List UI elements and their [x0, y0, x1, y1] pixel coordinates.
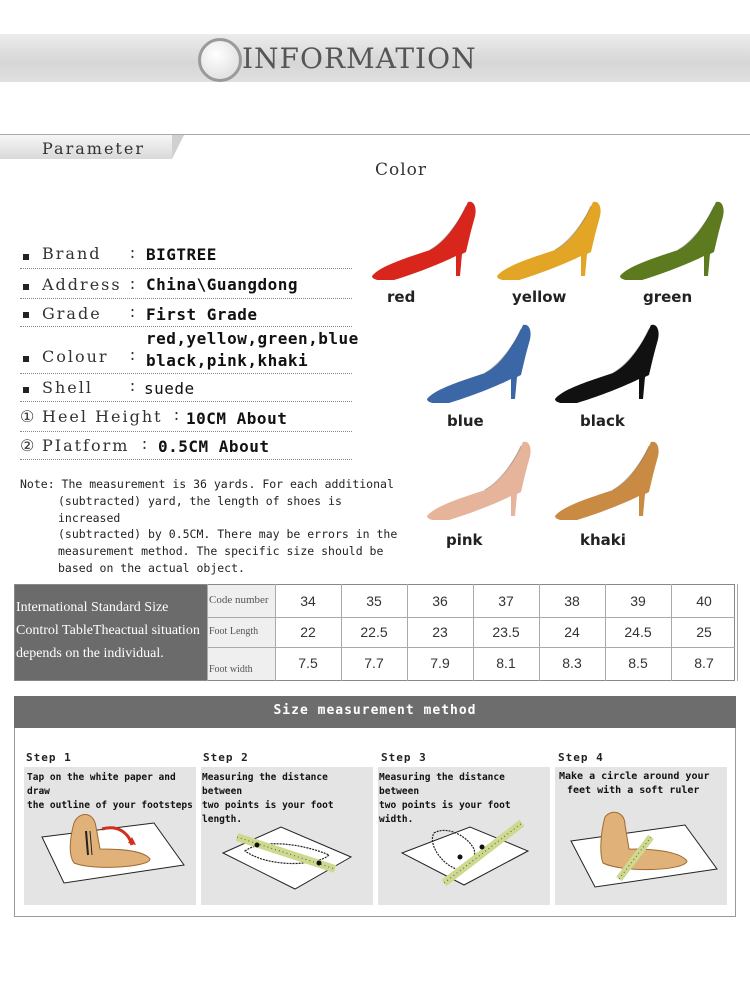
table-row-divider — [207, 647, 735, 648]
spec-value: First Grade — [146, 305, 258, 324]
step-2-label: Step 2 — [203, 751, 249, 764]
foot-width-cell: 8.5 — [628, 655, 648, 671]
foot-outline-illustration — [24, 767, 196, 905]
page-title: INFORMATION — [242, 42, 477, 75]
row-header-foot-length: Foot Length — [207, 617, 275, 647]
spec-separator: : — [140, 437, 150, 454]
foot-ruler-illustration — [555, 767, 727, 905]
shoe-green-image — [618, 200, 728, 280]
step-desc: Measuring the distance between two points is your foot width. — [379, 772, 511, 825]
foot-length-cell: 24 — [564, 624, 580, 640]
spec-value: 0.5CM About — [158, 437, 270, 456]
foot-length-illustration — [201, 767, 373, 905]
spec-separator: : — [172, 408, 182, 425]
foot-width-cell: 8.7 — [694, 655, 714, 671]
row-header-foot-width: Foot width — [207, 647, 275, 680]
bullet-icon — [23, 312, 29, 318]
step-3-panel — [378, 767, 550, 905]
code-number-cell: 38 — [564, 593, 580, 609]
shoe-red-label: red — [387, 288, 416, 306]
note-line: Note: The measurement is 36 yards. For each additional — [20, 477, 394, 491]
spec-separator: : — [128, 277, 138, 294]
spec-value: 10CM About — [186, 409, 288, 428]
measurement-title: Size measurement method — [273, 703, 477, 718]
spec-separator: : — [128, 348, 138, 365]
code-number-cell: 36 — [432, 593, 448, 609]
foot-length-cell: 24.5 — [624, 624, 652, 640]
step-2-panel — [201, 767, 373, 905]
spec-key: Brand — [42, 244, 102, 263]
bullet-icon — [23, 387, 29, 393]
foot-length-cell: 22.5 — [360, 624, 388, 640]
note-line: based on the actual object. — [58, 560, 245, 575]
shoe-blue-label: blue — [447, 412, 484, 430]
spec-value-line2: black,pink,khaki — [146, 351, 309, 370]
shoe-green-label: green — [643, 288, 693, 306]
shoe-black-label: black — [580, 412, 625, 430]
spec-row-shell — [20, 378, 352, 402]
spec-value: BIGTREE — [146, 245, 217, 264]
code-number-cell: 35 — [366, 593, 382, 609]
spec-row-platform — [20, 436, 352, 460]
foot-length-cell: 23.5 — [492, 624, 520, 640]
caption-line: Control TableTheactual situation — [16, 623, 200, 638]
spec-key: Address — [42, 275, 122, 294]
measurement-note — [20, 476, 405, 577]
spec-value: China\Guangdong — [146, 275, 298, 294]
foot-width-illustration — [378, 767, 550, 905]
spec-row-heel-height — [20, 407, 352, 432]
row-header-code: Code number — [207, 585, 275, 617]
step-desc: Measuring the distance between two points is your foot length. — [202, 772, 334, 825]
step-3-label: Step 3 — [381, 751, 427, 764]
caption-line: depends on the individual. — [16, 646, 164, 661]
foot-width-cell: 7.7 — [364, 655, 384, 671]
step-number-2-icon: ② — [20, 436, 35, 455]
spec-row-address — [20, 275, 352, 299]
step-desc: Make a circle around your feet with a soft ruler — [559, 771, 710, 796]
shoe-red-image — [370, 200, 480, 280]
step-desc: Tap on the white paper and draw the outline of your footsteps — [27, 772, 193, 811]
code-number-cell: 40 — [696, 593, 712, 609]
note-line: (subtracted) by 0.5CM. There may be errors in the — [58, 527, 398, 542]
step-4-label: Step 4 — [558, 751, 604, 764]
parameter-tab-corner — [172, 135, 184, 159]
spec-key: Heel Height — [42, 407, 163, 426]
table-col-divider — [737, 584, 738, 681]
foot-width-cell: 8.3 — [562, 655, 582, 671]
color-heading: Color — [375, 160, 428, 180]
spec-key: Colour — [42, 347, 109, 366]
shoe-khaki-label: khaki — [580, 531, 626, 549]
foot-length-cell: 25 — [696, 624, 712, 640]
step-number-1-icon: ① — [20, 407, 35, 426]
spec-row-grade — [20, 304, 352, 327]
code-number-cell: 34 — [300, 593, 316, 609]
foot-width-cell: 7.9 — [430, 655, 450, 671]
table-row-divider — [207, 617, 735, 618]
parameter-label: Parameter — [42, 139, 145, 158]
spec-key: Shell — [42, 378, 93, 397]
spec-separator: : — [128, 305, 138, 322]
step-1-panel — [24, 767, 196, 905]
note-line: measurement method. The specific size should be — [58, 544, 384, 559]
bullet-icon — [23, 356, 29, 362]
shoe-pink-label: pink — [446, 531, 483, 549]
note-line: (subtracted) yard, the length of shoes is increased — [58, 493, 342, 525]
foot-width-cell: 7.5 — [298, 655, 318, 671]
spec-key: PIatform — [42, 436, 130, 455]
bullet-icon — [23, 284, 29, 290]
bullet-icon — [23, 254, 29, 260]
spec-row-colour — [20, 327, 359, 374]
table-col-divider — [207, 584, 208, 681]
spec-value-line1: red,yellow,green,blue — [146, 329, 359, 348]
spec-separator: : — [128, 379, 138, 396]
banner-circle-ornament — [198, 38, 242, 82]
shoe-black-image — [553, 323, 663, 403]
caption-line: International Standard Size — [16, 600, 169, 615]
shoe-khaki-image — [553, 440, 663, 520]
foot-width-cell: 8.1 — [496, 655, 516, 671]
spec-value: suede — [144, 379, 195, 398]
foot-length-cell: 22 — [300, 624, 316, 640]
spec-row-brand — [20, 244, 352, 269]
step-4-panel — [555, 767, 727, 905]
shoe-blue-image — [425, 323, 535, 403]
code-number-cell: 39 — [630, 593, 646, 609]
shoe-yellow-image — [495, 200, 605, 280]
shoe-yellow-label: yellow — [512, 288, 567, 306]
spec-separator: : — [128, 246, 138, 263]
code-number-cell: 37 — [498, 593, 514, 609]
shoe-pink-image — [425, 440, 535, 520]
step-1-label: Step 1 — [26, 751, 72, 764]
foot-length-cell: 23 — [432, 624, 448, 640]
spec-key: Grade — [42, 304, 102, 323]
